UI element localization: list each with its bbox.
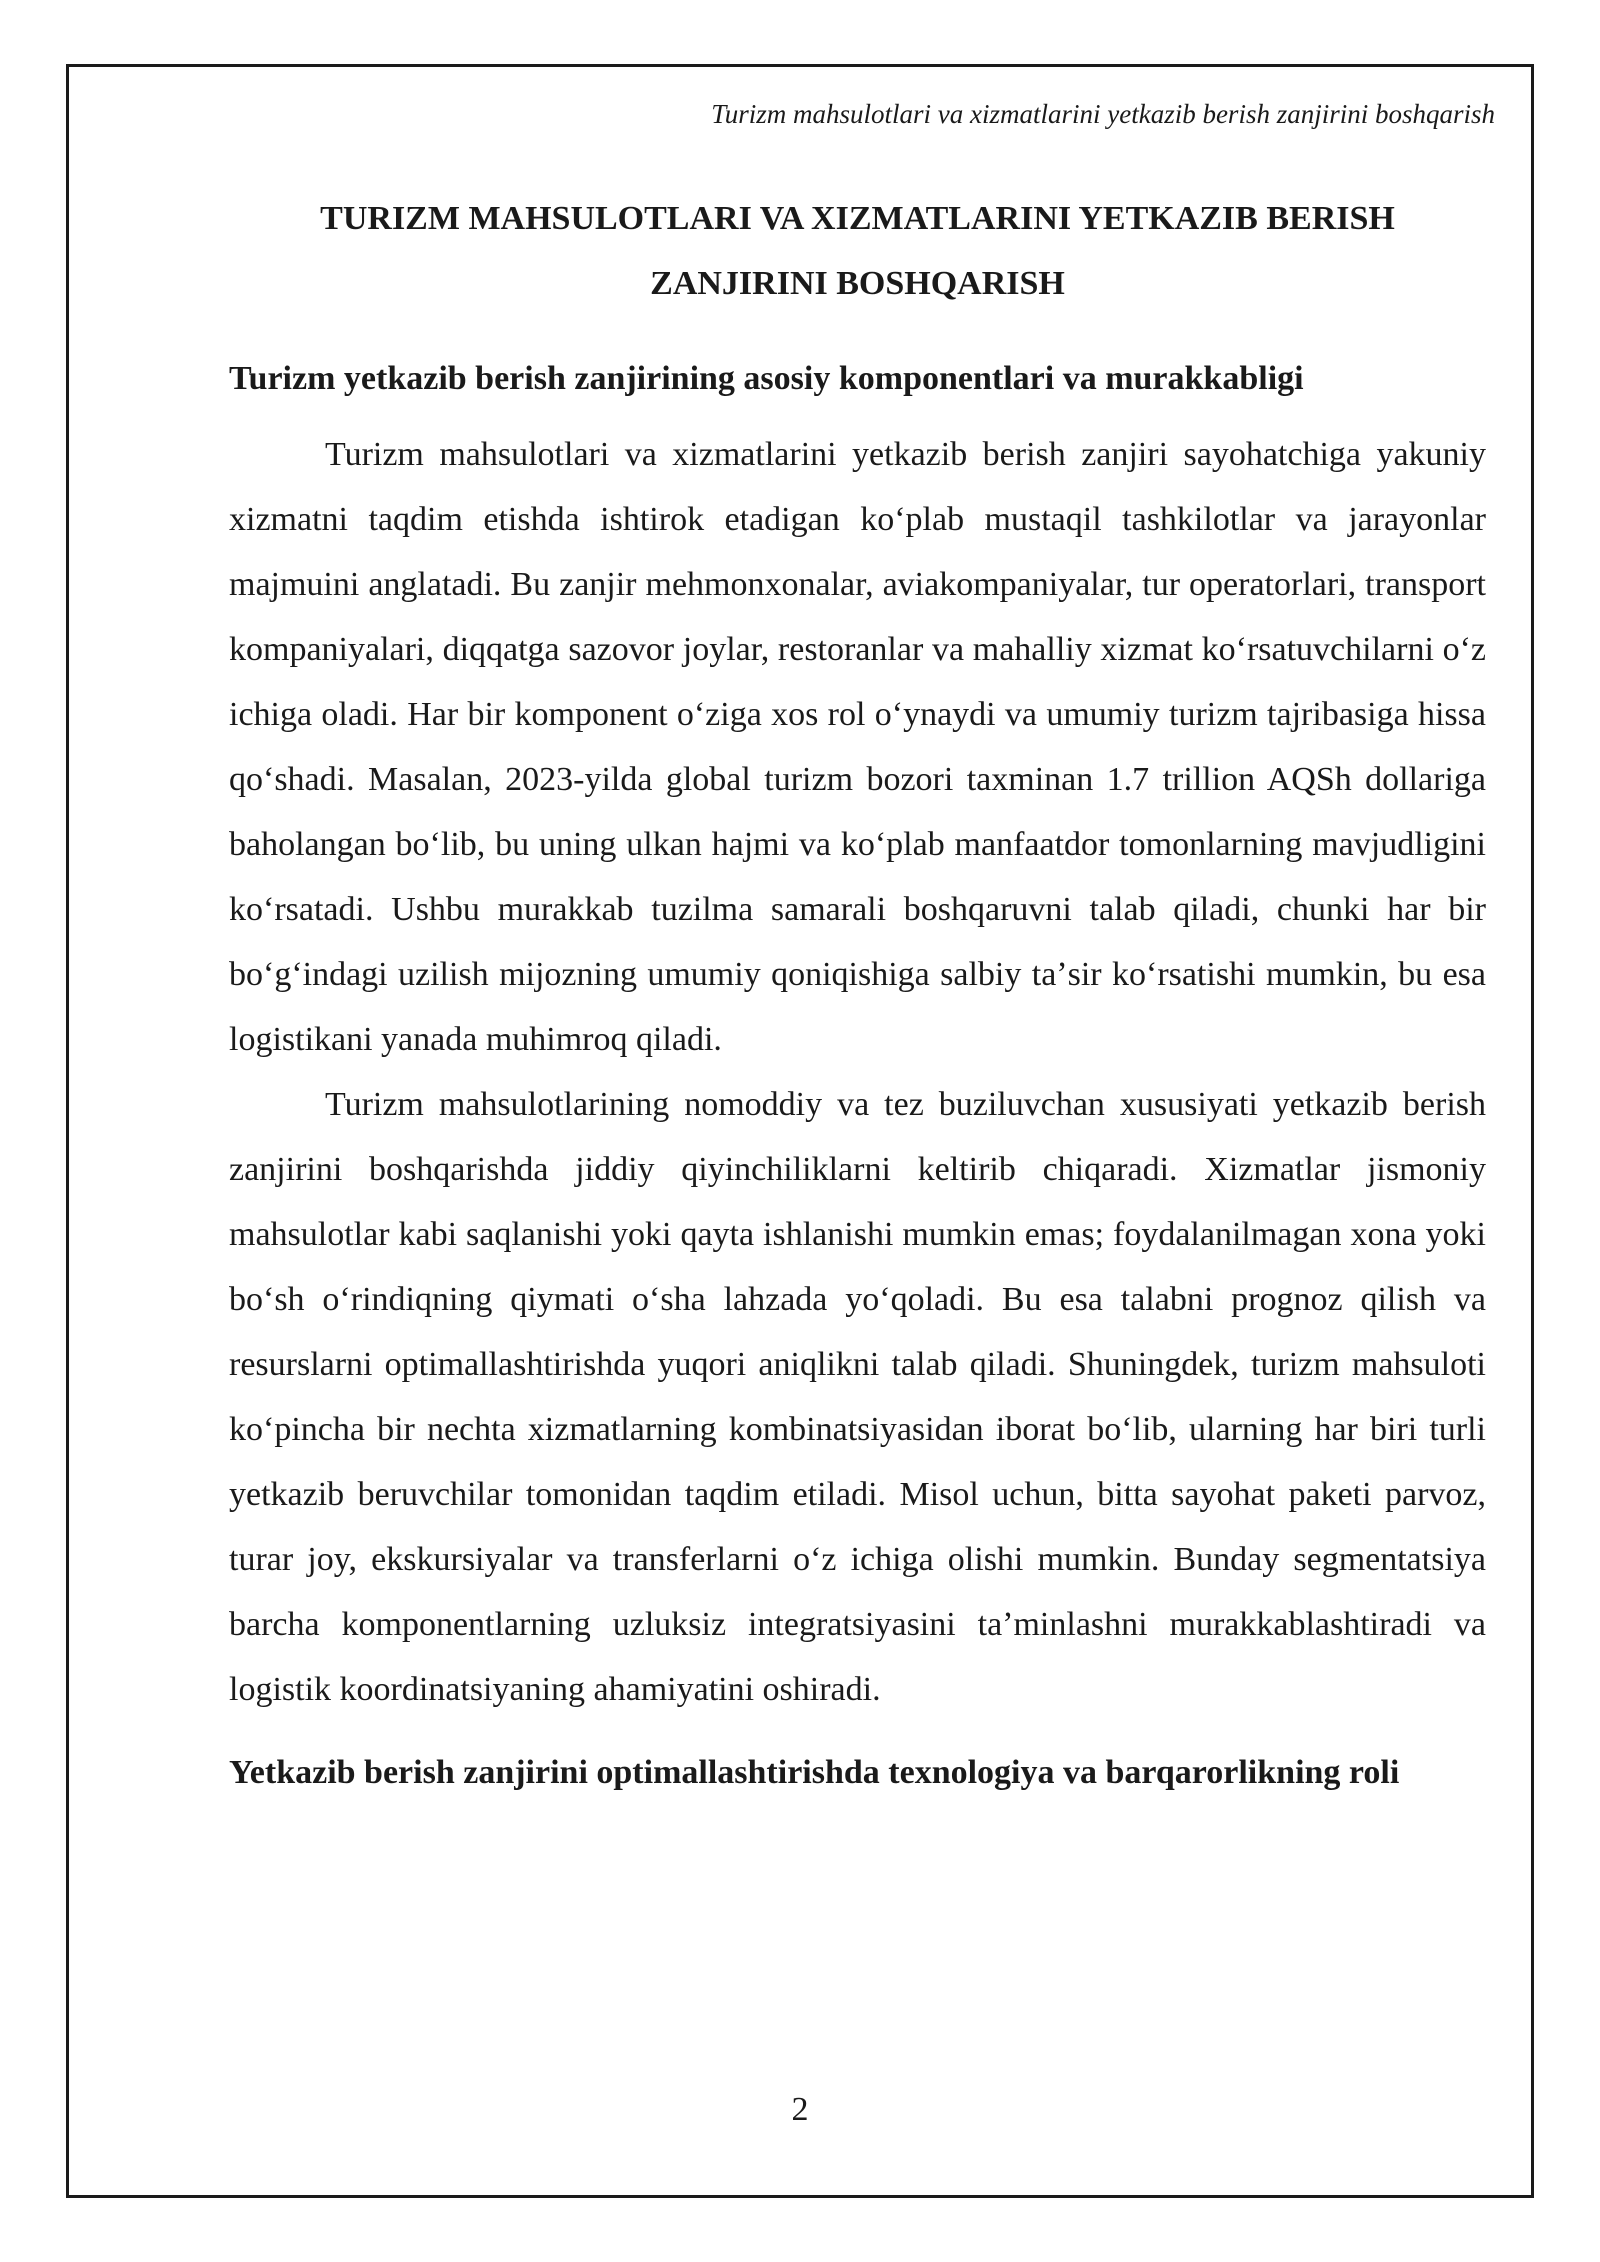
page-number: 2: [791, 2091, 809, 2128]
running-header: Turizm mahsulotlari va xizmatlarini yetkazib berish zanjirini boshqarish: [711, 99, 1495, 129]
document-title: [229, 186, 1486, 316]
document-title-line-2: ZANJIRINI BOSHQARISH: [650, 265, 1065, 302]
document-body: [229, 186, 1486, 1805]
body-paragraph-2: Turizm mahsulotlarining nomoddiy va tez buziluvchan xususiyati yetkazib berish zanjirini boshqarishda jiddiy qiyinchiliklarni keltirib chiqaradi. Xizmatlar jismoniy mahsulotlar kabi saqlanishi yoki qayta ishlanishi mumkin emas; foydalanilmagan xona yoki boʻsh oʻrindiqning qiymati oʻsha lahzada yoʻqoladi. Bu esa talabni prognoz qilish va resurslarni optimallashtirishda yuqori aniqlikni talab qiladi. Shuningdek, turizm mahsuloti koʻpincha bir nechta xizmatlarning kombinatsiyasidan iborat boʻlib, ularning har biri turli yetkazib beruvchilar tomonidan taqdim etiladi. Misol uchun, bitta sayohat paketi parvoz, turar joy, ekskursiyalar va transferlarni oʻz ichiga olishi mumkin. Bunday segmentatsiya barcha komponentlarning uzluksiz integratsiyasini taʼminlashni murakkablashtiradi va logistik koordinatsiyaning ahamiyatini oshiradi.: [229, 1086, 1486, 1708]
section-heading-technology: Yetkazib berish zanjirini optimallashtirishda texnologiya va barqarorlikning roli: [229, 1754, 1400, 1791]
document-title-line-1: TURIZM MAHSULOTLARI VA XIZMATLARINI YETKAZIB BERISH: [320, 200, 1395, 237]
body-paragraph-1: Turizm mahsulotlari va xizmatlarini yetkazib berish zanjiri sayohatchiga yakuniy xizmatni taqdim etishda ishtirok etadigan koʻplab mustaqil tashkilotlar va jarayonlar majmuini anglatadi. Bu zanjir mehmonxonalar, aviakompaniyalar, tur operatorlari, transport kompaniyalari, diqqatga sazovor joylar, restoranlar va mahalliy xizmat koʻrsatuvchilarni oʻz ichiga oladi. Har bir komponent oʻziga xos rol oʻynaydi va umumiy turizm tajribasiga hissa qoʻshadi. Masalan, 2023-yilda global turizm bozori taxminan 1.7 trillion AQSh dollariga baholangan boʻlib, bu uning ulkan hajmi va koʻplab manfaatdor tomonlarning mavjudligini koʻrsatadi. Ushbu murakkab tuzilma samarali boshqaruvni talab qiladi, chunki har bir boʻgʻindagi uzilish mijozning umumiy qoniqishiga salbiy taʼsir koʻrsatishi mumkin, bu esa logistikani yanada muhimroq qiladi.: [229, 436, 1486, 1058]
section-heading-components: Turizm yetkazib berish zanjirining asosiy komponentlari va murakkabligi: [229, 360, 1304, 397]
